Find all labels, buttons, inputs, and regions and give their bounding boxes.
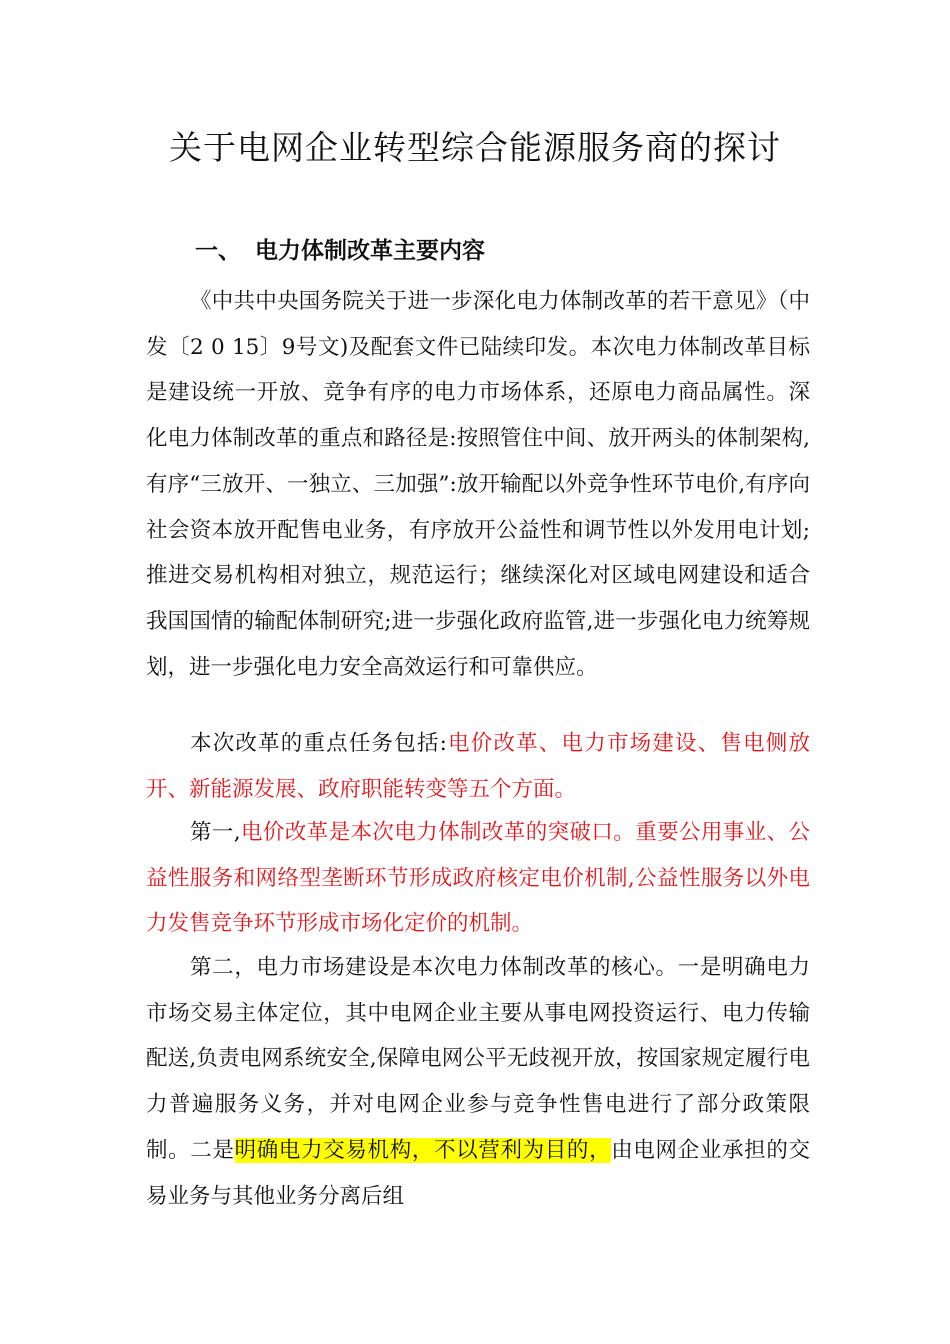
first-point-lead: 第一,	[190, 820, 241, 845]
document-title: 关于电网企业转型综合能源服务商的探讨	[169, 128, 781, 167]
second-point-highlight: 明确电力交易机构，不以营利为目的，	[234, 1137, 612, 1163]
paragraph-reform-overview: 《中共中央国务院关于进一步深化电力体制改革的若干意见》（中发〔2 0 15〕9号文)及配套文件已陆续印发。本次电力体制改革目标是建设统一开放、竞争有序的电力市场体系，还原电力商品属性。深化电力体制改革的重点和路径是:按照管住中间、放开两头的体制架构,有序“三放开、一独立、三加强”:放开输配以外竞争性环节电价,有序向社会资本放开配售电业务，有序放开公益性和调节性以外发用电计划;推进交易机构相对独立，规范运行；继续深化对区域电网建设和适合我国国情的输配体制研究;进一步强化政府监管,进一步强化电力统筹规划，进一步强化电力安全高效运行和可靠供应。	[146, 289, 810, 680]
paragraph-first-point	[146, 810, 810, 947]
key-tasks-lead: 本次改革的重点任务包括:	[190, 731, 447, 756]
key-tasks-emphasis: 电价改革、电力市场建设、售电侧放开、新能源发展、政府职能转变等五个方面。	[146, 731, 810, 802]
paragraph-key-tasks	[146, 721, 810, 812]
section-heading	[195, 228, 485, 274]
second-point-lead: 第二，电力市场建设是本次电力体制改革的核心。一是明确电力市场交易主体定位，其中电网企业主要从事电网投资运行、电力传输配送,负责电网系统安全,保障电网公平无歧视开放，按国家规定履行电力普遍服务义务，并对电网企业参与竞争性售电进行了部分政策限制。二是	[146, 955, 810, 1163]
second-point-tail: 由电网企业承担的交易业务与其他业务分离后组	[146, 1137, 810, 1209]
paragraph-second-point	[146, 945, 810, 1219]
section-number: 一、	[195, 238, 241, 264]
section-heading-text: 电力体制改革主要内容	[255, 238, 485, 264]
first-point-emphasis: 电价改革是本次电力体制改革的突破口。重要公用事业、公益性服务和网络型垄断环节形成政府核定电价机制,公益性服务以外电力发售竞争环节形成市场化定价的机制。	[146, 820, 810, 937]
